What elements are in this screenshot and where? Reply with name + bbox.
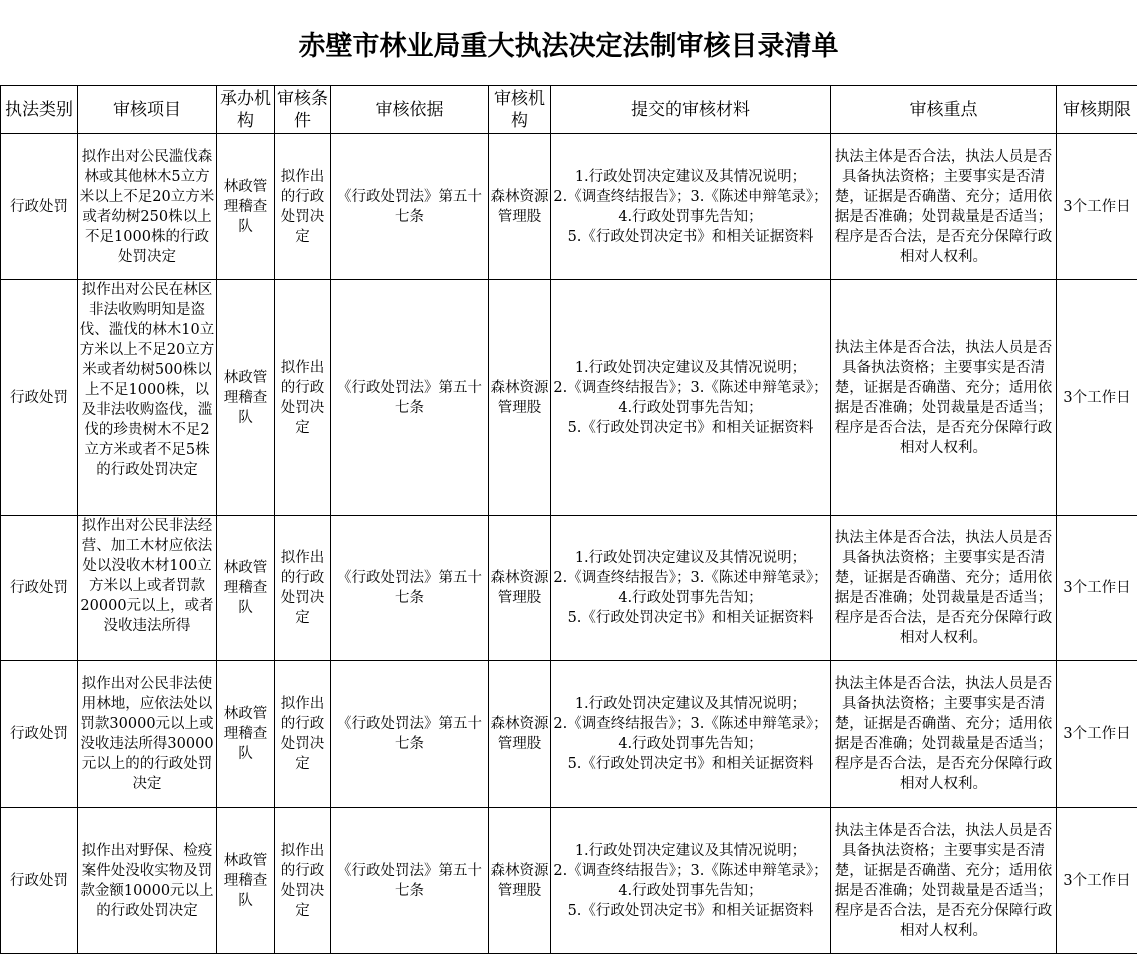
cell-category[interactable]: 行政处罚 [1,280,78,516]
cell-item[interactable]: 拟作出对公民在林区非法收购明知是盗伐、滥伐的林木10立方米以上不足20立方米或者幼树500株以上不足1000株，以及非法收购盗伐，滥伐的珍贵树木不足2立方米或者不足5株的行政处罚决定 [78,280,217,516]
cell-category[interactable]: 行政处罚 [1,808,78,954]
cell-basis[interactable]: 《行政处罚法》第五十七条 [331,280,489,516]
header-deadline[interactable]: 审核期限 [1057,86,1137,134]
header-reviewer[interactable]: 审核机构 [489,86,551,134]
cell-focus[interactable]: 执法主体是否合法，执法人员是否具备执法资格；主要事实是否清楚，证据是否确凿、充分；适用依据是否准确；处罚裁量是否适当；程序是否合法，是否充分保障行政相对人权利。 [831,661,1057,808]
cell-reviewer[interactable]: 森林资源管理股 [489,516,551,661]
cell-materials[interactable]: 1.行政处罚决定建议及其情况说明； 2.《调查终结报告》；3.《陈述申辩笔录》；4.行政处罚事先告知； 5.《行政处罚决定书》和相关证据资料 [551,661,831,808]
cell-category[interactable]: 行政处罚 [1,661,78,808]
cell-handler[interactable]: 林政管理稽查队 [217,280,275,516]
header-row [1,86,1137,134]
cell-item[interactable]: 拟作出对公民非法使用林地，应依法处以罚款30000元以上或没收违法所得30000元以上的的行政处罚决定 [78,661,217,808]
cell-materials[interactable]: 1.行政处罚决定建议及其情况说明； 2.《调查终结报告》；3.《陈述申辩笔录》；4.行政处罚事先告知； 5.《行政处罚决定书》和相关证据资料 [551,808,831,954]
cell-deadline[interactable]: 3个工作日 [1057,661,1137,808]
cell-reviewer[interactable]: 森林资源管理股 [489,808,551,954]
cell-handler[interactable]: 林政管理稽查队 [217,661,275,808]
cell-materials[interactable]: 1.行政处罚决定建议及其情况说明； 2.《调查终结报告》；3.《陈述申辩笔录》；4.行政处罚事先告知； 5.《行政处罚决定书》和相关证据资料 [551,516,831,661]
cell-deadline[interactable]: 3个工作日 [1057,280,1137,516]
table-row [1,516,1137,661]
header-materials[interactable]: 提交的审核材料 [551,86,831,134]
cell-basis[interactable]: 《行政处罚法》第五十七条 [331,808,489,954]
header-handler[interactable]: 承办机构 [217,86,275,134]
cell-focus[interactable]: 执法主体是否合法，执法人员是否具备执法资格；主要事实是否清楚，证据是否确凿、充分；适用依据是否准确；处罚裁量是否适当；程序是否合法，是否充分保障行政相对人权利。 [831,134,1057,280]
cell-materials[interactable]: 1.行政处罚决定建议及其情况说明； 2.《调查终结报告》；3.《陈述申辩笔录》；4.行政处罚事先告知； 5.《行政处罚决定书》和相关证据资料 [551,280,831,516]
cell-category[interactable]: 行政处罚 [1,516,78,661]
cell-condition[interactable]: 拟作出的行政处罚决定 [275,134,331,280]
cell-item[interactable]: 拟作出对公民非法经营、加工木材应依法处以没收木材100立方米以上或者罚款20000元以上，或者没收违法所得 [78,516,217,661]
header-category[interactable]: 执法类别 [1,86,78,134]
cell-basis[interactable]: 《行政处罚法》第五十七条 [331,134,489,280]
cell-basis[interactable]: 《行政处罚法》第五十七条 [331,661,489,808]
cell-reviewer[interactable]: 森林资源管理股 [489,280,551,516]
table-row [1,134,1137,280]
cell-item[interactable]: 拟作出对公民滥伐森林或其他林木5立方米以上不足20立方米或者幼树250株以上不足1000株的行政处罚决定 [78,134,217,280]
cell-deadline[interactable]: 3个工作日 [1057,134,1137,280]
review-catalog-table [0,85,1137,954]
cell-deadline[interactable]: 3个工作日 [1057,516,1137,661]
cell-condition[interactable]: 拟作出的行政处罚决定 [275,516,331,661]
table-row [1,808,1137,954]
cell-handler[interactable]: 林政管理稽查队 [217,134,275,280]
cell-reviewer[interactable]: 森林资源管理股 [489,661,551,808]
cell-handler[interactable]: 林政管理稽查队 [217,808,275,954]
cell-focus[interactable]: 执法主体是否合法，执法人员是否具备执法资格；主要事实是否清楚，证据是否确凿、充分；适用依据是否准确；处罚裁量是否适当；程序是否合法，是否充分保障行政相对人权利。 [831,516,1057,661]
cell-item[interactable]: 拟作出对野保、检疫案件处没收实物及罚款金额10000元以上的行政处罚决定 [78,808,217,954]
table-row [1,280,1137,516]
cell-materials[interactable]: 1.行政处罚决定建议及其情况说明； 2.《调查终结报告》；3.《陈述申辩笔录》；4.行政处罚事先告知； 5.《行政处罚决定书》和相关证据资料 [551,134,831,280]
header-condition[interactable]: 审核条件 [275,86,331,134]
cell-reviewer[interactable]: 森林资源管理股 [489,134,551,280]
page-title: 赤壁市林业局重大执法决定法制审核目录清单 [0,0,1137,86]
header-focus[interactable]: 审核重点 [831,86,1057,134]
table-row [1,661,1137,808]
cell-condition[interactable]: 拟作出的行政处罚决定 [275,280,331,516]
cell-focus[interactable]: 执法主体是否合法，执法人员是否具备执法资格；主要事实是否清楚，证据是否确凿、充分；适用依据是否准确；处罚裁量是否适当；程序是否合法，是否充分保障行政相对人权利。 [831,808,1057,954]
cell-handler[interactable]: 林政管理稽查队 [217,516,275,661]
header-item[interactable]: 审核项目 [78,86,217,134]
cell-basis[interactable]: 《行政处罚法》第五十七条 [331,516,489,661]
cell-condition[interactable]: 拟作出的行政处罚决定 [275,808,331,954]
cell-deadline[interactable]: 3个工作日 [1057,808,1137,954]
cell-category[interactable]: 行政处罚 [1,134,78,280]
cell-focus[interactable]: 执法主体是否合法，执法人员是否具备执法资格；主要事实是否清楚，证据是否确凿、充分；适用依据是否准确；处罚裁量是否适当；程序是否合法，是否充分保障行政相对人权利。 [831,280,1057,516]
header-basis[interactable]: 审核依据 [331,86,489,134]
cell-condition[interactable]: 拟作出的行政处罚决定 [275,661,331,808]
